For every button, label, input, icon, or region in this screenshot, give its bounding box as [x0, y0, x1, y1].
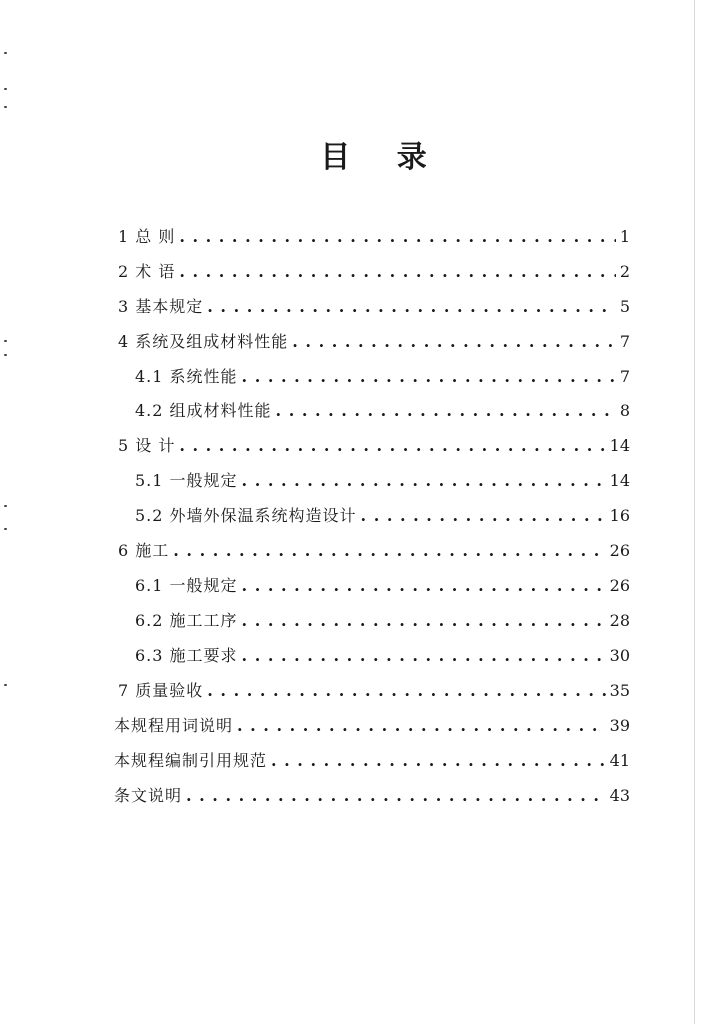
toc-leader-dots [242, 576, 606, 595]
toc-page-number: 14 [609, 471, 630, 490]
toc-entry-label: 本规程用词说明 [114, 716, 234, 735]
toc-entry-label: 5.1 一般规定 [135, 471, 238, 490]
title-text: 目 录 [320, 140, 445, 175]
toc-page-number: 43 [609, 786, 630, 805]
toc-leader-dots [207, 297, 616, 316]
toc-page-number: 39 [609, 716, 630, 735]
toc-entry-label: 6 施工 [118, 541, 170, 560]
toc-page-number: 16 [609, 506, 630, 525]
toc-page-number: 5 [619, 297, 630, 316]
toc-page-number: 14 [609, 436, 630, 455]
toc-entry-label: 4 系统及组成材料性能 [118, 332, 289, 351]
toc-entry[interactable] [118, 294, 630, 317]
toc-entry[interactable] [135, 608, 630, 631]
toc-entry[interactable] [118, 433, 630, 456]
toc-entry[interactable] [135, 468, 630, 491]
toc-leader-dots [361, 506, 606, 525]
toc-entry-label: 7 质量验收 [118, 681, 204, 700]
toc-leader-dots [179, 436, 605, 455]
toc-entry[interactable] [114, 748, 630, 771]
toc-page-number: 28 [609, 611, 630, 630]
toc-page-number: 41 [609, 751, 630, 770]
toc-entry[interactable] [118, 329, 630, 352]
toc-page-number: 7 [619, 332, 630, 351]
toc-leader-dots [207, 681, 605, 700]
toc-entry-label: 6.1 一般规定 [135, 576, 238, 595]
toc-page-number: 8 [619, 401, 630, 420]
toc-leader-dots [179, 227, 615, 246]
toc-entry[interactable] [118, 259, 630, 282]
toc-leader-dots [186, 786, 606, 805]
toc-page-number: 30 [609, 646, 630, 665]
toc-entry-label: 4.1 系统性能 [135, 367, 238, 386]
toc-entry[interactable] [114, 713, 630, 736]
toc-leader-dots [242, 646, 606, 665]
toc-entry-label: 3 基本规定 [118, 297, 204, 316]
toc-entry-label: 6.3 施工要求 [135, 646, 238, 665]
toc-entry[interactable] [135, 503, 630, 526]
toc-entry[interactable] [135, 643, 630, 666]
toc-leader-dots [242, 611, 606, 630]
toc-page-number: 35 [609, 681, 630, 700]
toc-entry[interactable] [118, 678, 630, 701]
toc-entry-label: 2 术 语 [118, 262, 176, 281]
toc-entry-label: 1 总 则 [118, 227, 176, 246]
toc-page-number: 1 [619, 227, 630, 246]
toc-entry[interactable] [118, 538, 630, 561]
toc-entry-label: 4.2 组成材料性能 [135, 401, 272, 420]
toc-entry-label: 6.2 施工工序 [135, 611, 238, 630]
toc-entry[interactable] [118, 224, 630, 247]
toc-page-number: 7 [619, 367, 630, 386]
toc-entry-label: 条文说明 [114, 786, 183, 805]
toc-leader-dots [173, 541, 605, 560]
toc-leader-dots [271, 751, 606, 770]
toc-entry[interactable] [135, 573, 630, 596]
toc-page-number: 2 [619, 262, 630, 281]
toc-entry-label: 本规程编制引用规范 [114, 751, 268, 770]
toc-leader-dots [237, 716, 606, 735]
toc-leader-dots [242, 471, 606, 490]
toc-leader-dots [179, 262, 615, 281]
toc-entry-label: 5.2 外墙外保温系统构造设计 [135, 506, 357, 525]
toc-entry[interactable] [135, 364, 630, 387]
toc-entry-label: 5 设 计 [118, 436, 176, 455]
toc-leader-dots [292, 332, 616, 351]
toc-page-number: 26 [609, 541, 630, 560]
toc-page-number: 26 [609, 576, 630, 595]
toc-entry[interactable] [135, 398, 630, 421]
toc-entry[interactable] [114, 783, 630, 806]
toc-leader-dots [242, 367, 616, 386]
toc-leader-dots [276, 401, 616, 420]
